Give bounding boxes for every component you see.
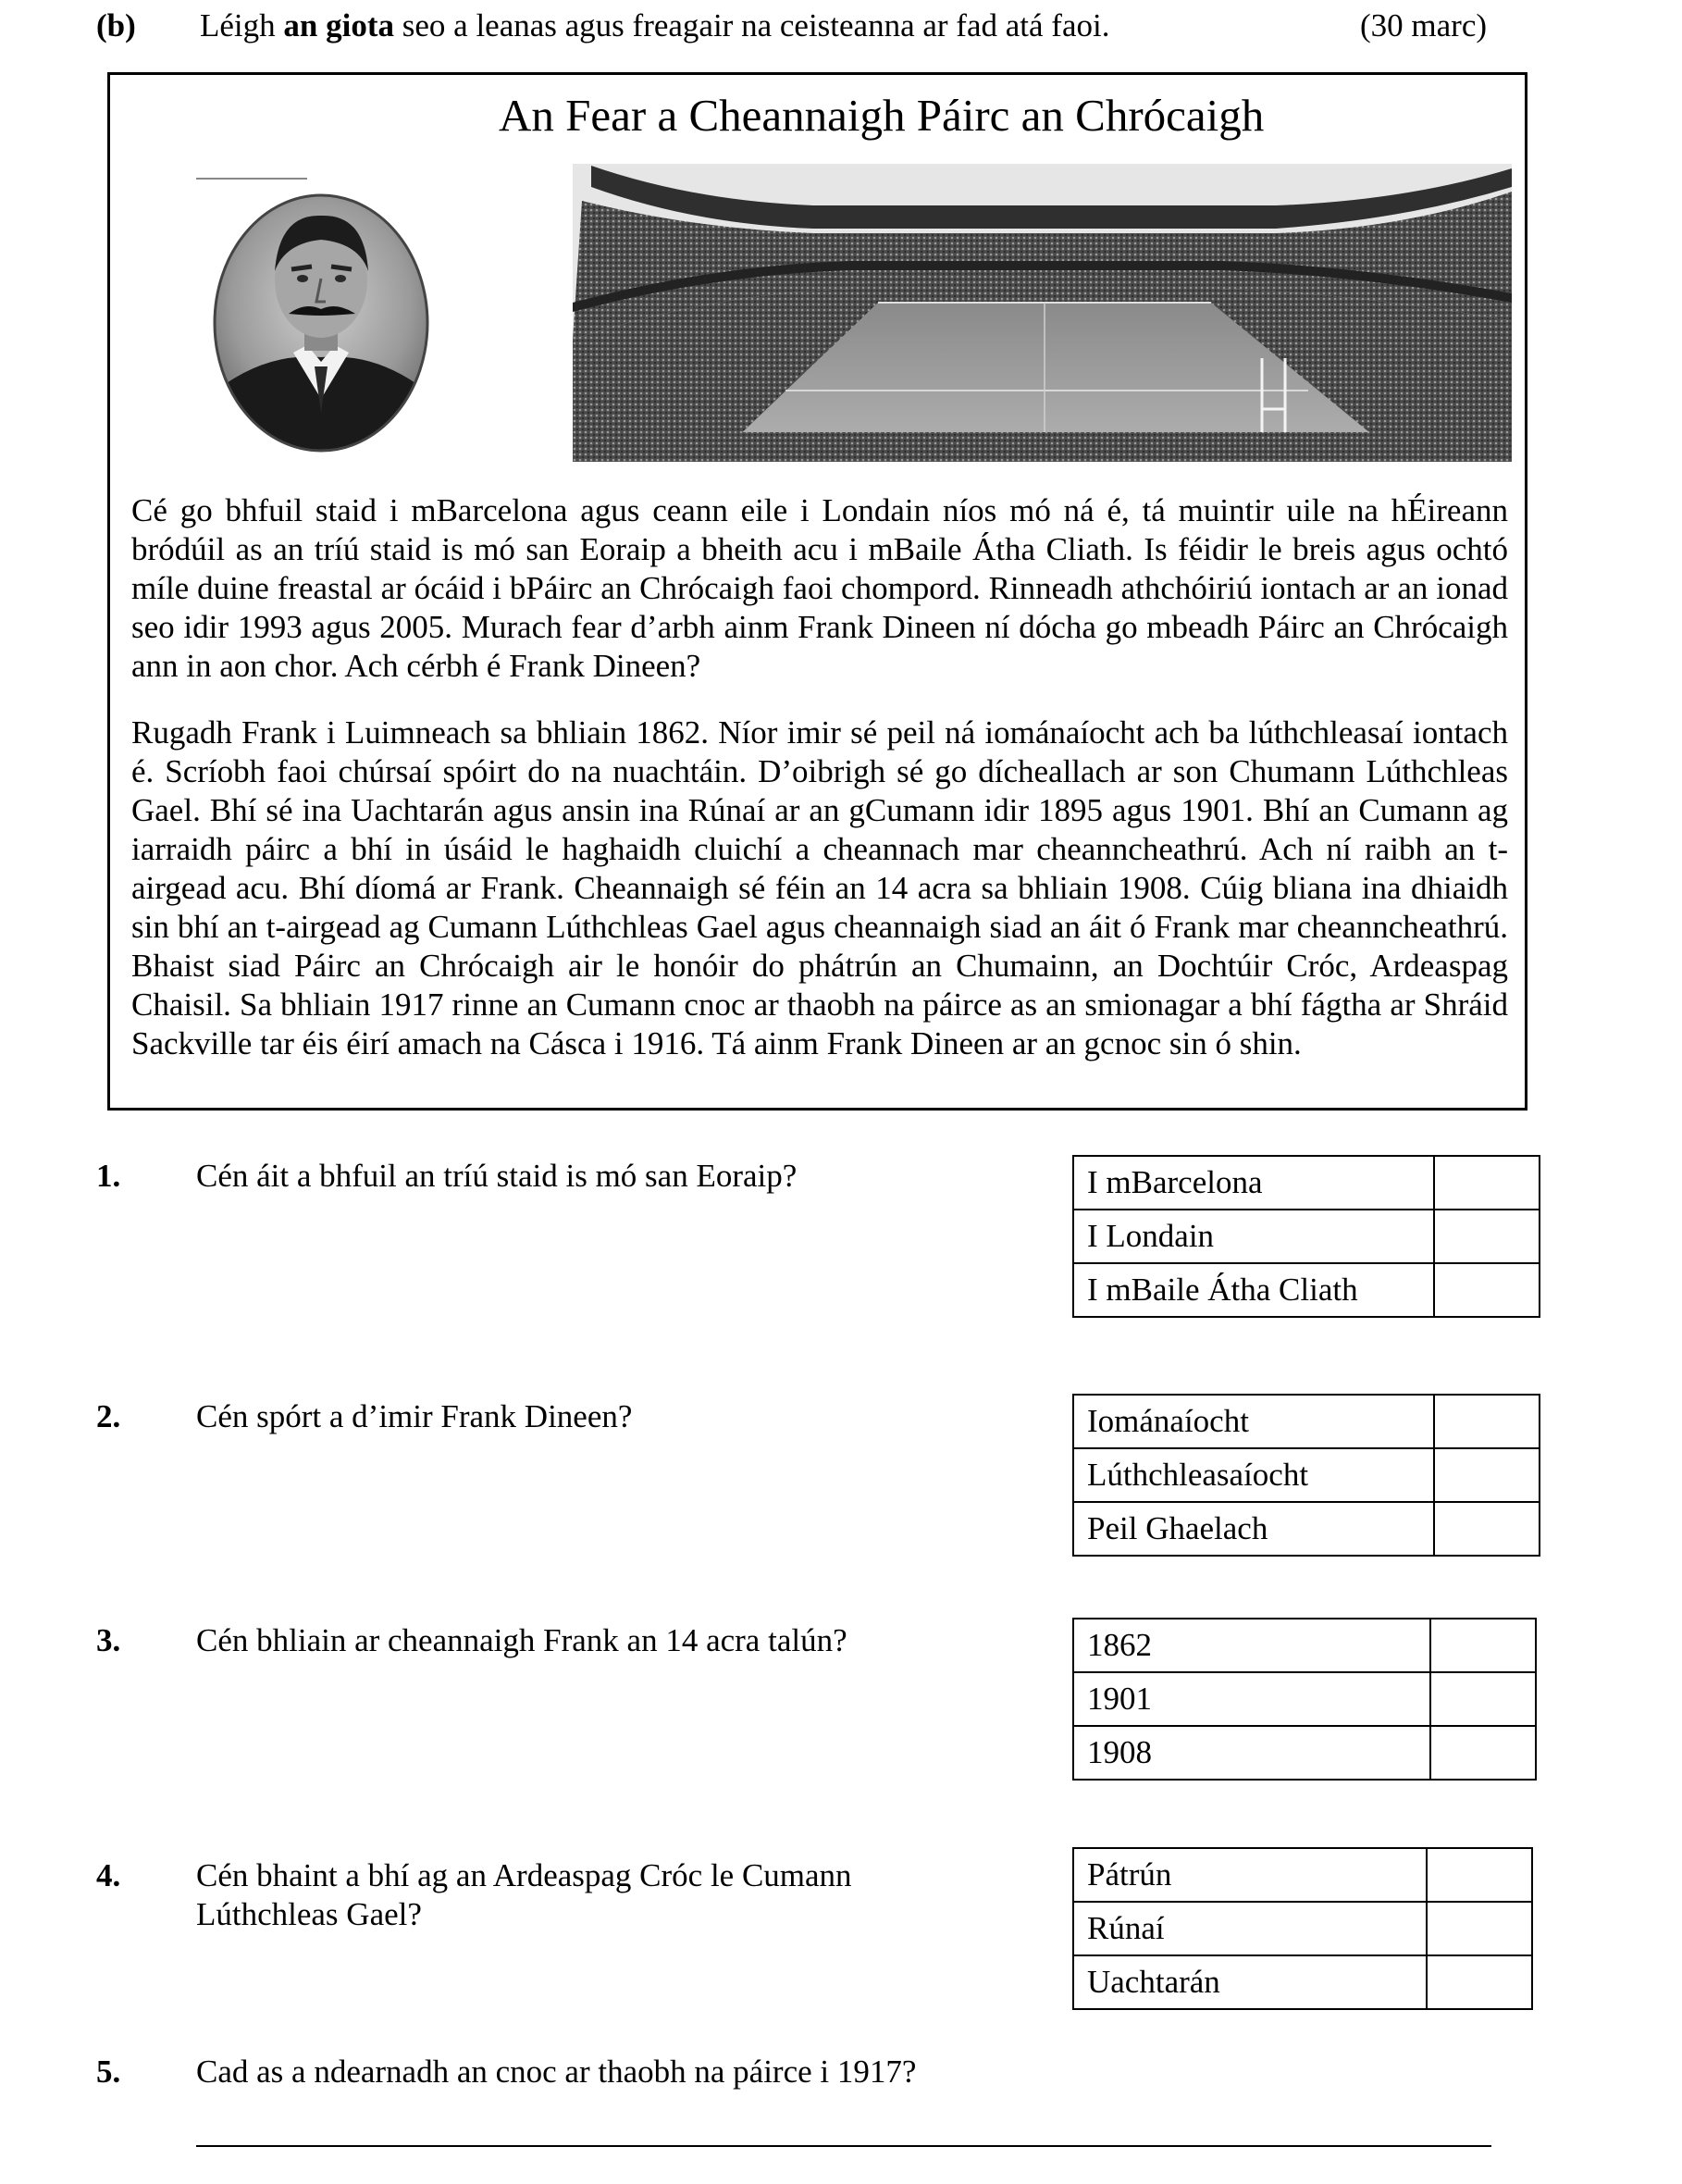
article-paragraph-2: Rugadh Frank i Luimneach sa bhliain 1862. Níor imir sé peil ná iománaíocht ach ba lúthchleasaí iontach é. Scríobh faoi chúrsaí spóirt do na nuachtáin. D’oibrigh sé go dícheallach ar son Chumann Lúthchleas Gael. Bhí sé ina Uachtarán agus ansin ina Rúnaí ar an gCumann idir 1895 agus 1901. Bhí an Cumann ag iarraidh páirc a bhí in úsáid le haghaidh cluichí a cheannach mar cheanncheathrú. Ach ní raibh an t-airgead acu. Bhí díomá ar Frank. Cheannaigh sé féin an 14 acra sa bhliain 1908. Cúig bliana ina dhiaidh sin bhí an t-airgead ag Cumann Lúthchleas Gael agus cheannaigh siad an áit ó Frank mar cheanncheathrú. Bhaist siad Páirc an Chrócaigh air le honóir do phátrún an Chumainn, an Dochtúir Cróc, Ardeaspag Chaisil. Sa bhliain 1917 rinne an Cumann cnoc ar thaobh na páirce as an smionagar a bhí fágtha ar Shráid Sackville tar éis éirí amach na Cásca i 1916. Tá ainm Frank Dineen ar an gcnoc sin ó shin. [131,714,1508,1061]
question-3-number: 3. [96,1622,121,1658]
option-checkbox[interactable] [1434,1156,1540,1210]
option-checkbox[interactable] [1427,1955,1532,2009]
question-1-text: Cén áit a bhfuil an tríú staid is mó san Eoraip? [196,1158,798,1194]
section-label: (b) [96,7,136,43]
article-paragraph-1: Cé go bhfuil staid i mBarcelona agus ceann eile i Londain níos mó ná é, tá muintir uile na hÉireann bródúil as an tríú staid is mó san Eoraip a bheith acu i mBaile Átha Cliath. Is féidir le breis agus ochtó míle duine freastal ar ócáid i bPáirc an Chrócaigh faoi chompord. Rinneadh athchóiriú iontach ar an ionad seo idir 1993 agus 2005. Murach fear d’arbh ainm Frank Dineen ní dócha go mbeadh Páirc an Chrócaigh ann in aon chor. Ach cérbh é Frank Dineen? [131,492,1508,684]
option-label: Uachtarán [1073,1955,1427,2009]
option-checkbox[interactable] [1434,1448,1540,1502]
option-checkbox[interactable] [1430,1726,1536,1780]
option-row [1073,1263,1540,1317]
option-checkbox[interactable] [1430,1619,1536,1672]
answer-line[interactable] [196,2145,1491,2147]
marks-label: (30 marc) [1360,7,1488,43]
option-label: I mBaile Átha Cliath [1073,1263,1434,1317]
question-3-text: Cén bhliain ar cheannaigh Frank an 14 acra talún? [196,1622,847,1658]
question-4-number: 4. [96,1857,121,1893]
option-label: Peil Ghaelach [1073,1502,1434,1556]
instruction-start: Léigh [200,7,284,43]
instruction-end: seo a leanas agus freagair na ceisteanna ar fad atá faoi. [394,7,1110,43]
option-label: Lúthchleasaíocht [1073,1448,1434,1502]
option-row [1073,1210,1540,1263]
option-checkbox[interactable] [1427,1848,1532,1902]
option-label: Pátrún [1073,1848,1427,1902]
article-title: An Fear a Cheannaigh Páirc an Chrócaigh [499,90,1265,141]
option-checkbox[interactable] [1434,1210,1540,1263]
option-label: 1908 [1073,1726,1430,1780]
option-checkbox[interactable] [1427,1902,1532,1955]
portrait-image [196,177,446,454]
option-checkbox[interactable] [1434,1502,1540,1556]
question-5-text: Cad as a ndearnadh an cnoc ar thaobh na páirce i 1917? [196,2054,917,2090]
option-row [1073,1726,1536,1780]
option-label: I mBarcelona [1073,1156,1434,1210]
stadium-photo [573,164,1512,462]
option-label: 1901 [1073,1672,1430,1726]
option-row [1073,1502,1540,1556]
instruction-bold: an giota [283,7,394,43]
question-4-options [1072,1847,1533,2010]
instruction [200,7,1109,44]
option-checkbox[interactable] [1434,1395,1540,1448]
option-row [1073,1448,1540,1502]
question-2-options [1072,1394,1540,1557]
option-label: I Londain [1073,1210,1434,1263]
question-1-options [1072,1155,1540,1318]
question-2-text: Cén spórt a d’imir Frank Dineen? [196,1398,633,1434]
stadium-image [573,164,1512,462]
reading-passage-box [107,72,1527,1111]
option-row [1073,1156,1540,1210]
option-label: Rúnaí [1073,1902,1427,1955]
option-row [1073,1848,1532,1902]
option-checkbox[interactable] [1434,1263,1540,1317]
option-checkbox[interactable] [1430,1672,1536,1726]
question-5-number: 5. [96,2054,121,2090]
question-1-number: 1. [96,1158,121,1194]
question-4-text: Cén bhaint a bhí ag an Ardeaspag Cróc le Cumann Lúthchleas Gael? [196,1857,852,1932]
question-2-number: 2. [96,1398,121,1434]
option-row [1073,1395,1540,1448]
question-3-options [1072,1618,1537,1781]
portrait-photo [196,177,446,454]
option-row [1073,1902,1532,1955]
option-row [1073,1619,1536,1672]
option-label: Iománaíocht [1073,1395,1434,1448]
option-row [1073,1672,1536,1726]
option-row [1073,1955,1532,2009]
option-label: 1862 [1073,1619,1430,1672]
